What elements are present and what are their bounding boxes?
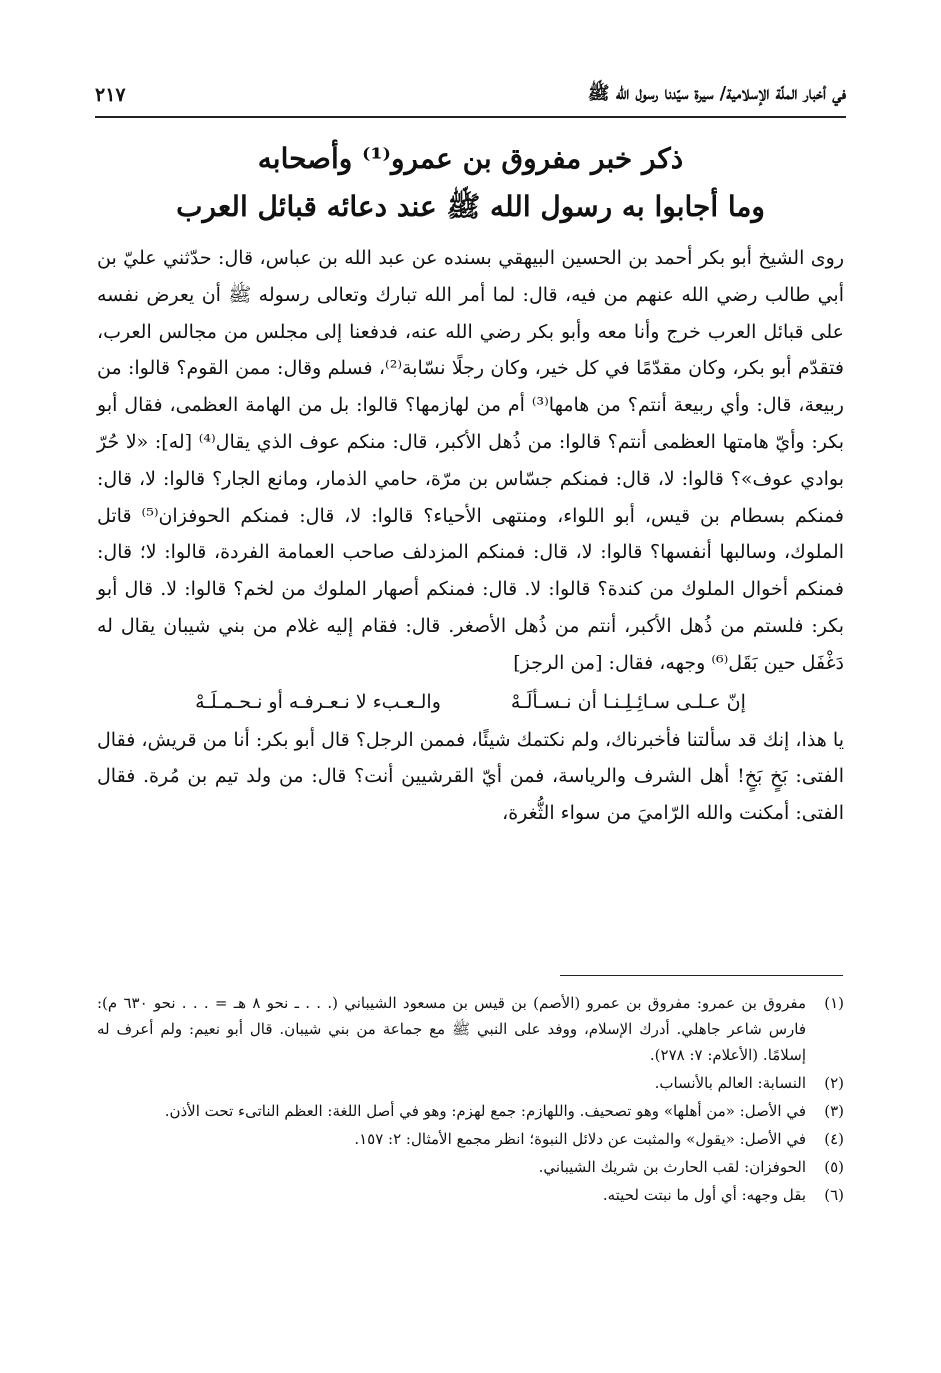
- footnote: [97, 990, 844, 1068]
- footnote-text: في الأصل: «يقول» والمثبت عن دلائل النبوة؛ انظر مجمع الأمثال: ٢: ١٥٧.: [354, 1130, 806, 1148]
- footnotes: [97, 990, 844, 1208]
- verse-hemistich-second: والـعـبء لا نـعـرفـه أو نـحـمـلَـهْ: [195, 690, 441, 713]
- footnote-number: (٥): [824, 1158, 844, 1176]
- chapter-title-line-2: وما أجابوا به رسول الله ﷺ عند دعائه قبائل العرب: [176, 190, 765, 223]
- running-title: في أخبار الملّة الإسلامية/ سيرة سيّدنا رسول الله ﷺ: [587, 83, 846, 104]
- footnote-number: (٦): [824, 1186, 844, 1204]
- paragraph: روى الشيخ أبو بكر أحمد بن الحسين البيهقي بسنده عن عبد الله بن عباس، قال: حدّثني عليّ بن أبي طالب رضي الله عنهم من فيه، قال: لما أمر الله تبارك وتعالى رسوله ﷺ أن يعرض نفسه على قبائل العرب خرج وأنا معه وأبو بكر رضي الله عنه، فدفعنا إلى مجلس من مجالس العرب، فتقدّم أبو بكر، وكان مقدّمًا في كل خير، وكان رجلًا نسّابة⁽²⁾، فسلم وقال: ممن القوم؟ قالوا: من ربيعة، قال: وأي ربيعة أنتم؟ من هامها⁽³⁾ أم من لهازمها؟ قالوا: بل من الهامة العظمى، فقال أبو بكر: وأيّ هامتها العظمى أنتم؟ قالوا: من ذُهل الأكبر، قال: منكم عوف الذي يقال⁽⁴⁾ [له]: «لا حُرّ بوادي عوف»؟ قالوا: لا، قال: فمنكم جسّاس بن مرّة، حامي الذمار، ومانع الجار؟ قالوا: لا، قال: فمنكم بسطام بن قيس، أبو اللواء، ومنتهى الأحياء؟ قالوا: لا، قال: فمنكم الحوفزان⁽⁵⁾ قاتل الملوك، وسالبها أنفسها؟ قالوا: لا، قال: فمنكم المزدلف صاحب العمامة الفردة، قالوا: لا؛ قال: فمنكم أخوال الملوك من كندة؟ قالوا: لا. قال: فمنكم أصهار الملوك من لخم؟ قالوا: لا. قال أبو بكر: فلستم من ذُهل الأكبر، أنتم من ذُهل الأصغر. قال: فقام إليه غلام من بني شيبان يقال له دَغْفَل حين بَقَل⁽⁶⁾ وجهه، فقال: [من الرجز]: [97, 247, 844, 674]
- footnote: [97, 1182, 844, 1208]
- footnote-number: (١): [824, 994, 844, 1012]
- footnote-text: مفروق بن عمرو: مفروق بن عمرو (الأصم) بن قيس بن مسعود الشيباني (. . . ـ نحو ٨ هـ = . . . نحو ٦٣٠ م): فارس شاعر جاهلي. أدرك الإسلام، ووفد على النبي ﷺ مع جماعة من بني شيبان. قال أبو نعيم: ولم أعرف له إسلامًا. (الأعلام: ٧: ٢٧٨).: [97, 994, 806, 1064]
- footnote-text: بقل وجهه: أي أول ما نبتت لحيته.: [602, 1186, 806, 1204]
- footnote-text: في الأصل: «من أهلها» وهو تصحيف. واللهازم: جمع لهزم: وهو في أصل اللغة: العظم الناتىء تحت الأذن.: [164, 1102, 806, 1120]
- chapter-title-line-1: ذكر خبر مفروق بن عمرو⁽¹⁾ وأصحابه: [257, 142, 684, 175]
- header-divider: [95, 116, 846, 118]
- page-number: ٢١٧: [95, 84, 126, 106]
- main-text: [97, 240, 844, 832]
- footnote-number: (٤): [824, 1130, 844, 1148]
- footnote-text: الحوفزان: لقب الحارث بن شريك الشيباني.: [538, 1158, 806, 1176]
- running-header: [95, 78, 846, 112]
- footnote: [97, 1154, 844, 1180]
- footnote-divider: [560, 975, 843, 976]
- paragraph: يا هذا، إنك قد سألتنا فأخبرناك، ولم نكتمك شيئًا، فممن الرجل؟ قال أبو بكر: أنا من قريش، فقال الفتى: بَخٍ بَخٍ! أهل الشرف والرياسة، فمن أيّ القرشيين أنت؟ قال: من ولد تيم بن مُرة. فقال الفتى: أمكنت والله الرّاميَ من سواء الثُّغرة،: [97, 728, 844, 825]
- footnote: [97, 1126, 844, 1152]
- footnote-number: (٣): [824, 1102, 844, 1120]
- footnote: [97, 1070, 844, 1096]
- verse-hemistich-first: إنّ عـلـى سـائِـلِـنـا أن نـسـألَـهْ: [510, 690, 746, 713]
- footnote-text: النسابة: العالم بالأنساب.: [654, 1074, 806, 1092]
- footnote: [97, 1098, 844, 1124]
- footnote-number: (٢): [824, 1074, 844, 1092]
- verse-line: [97, 682, 844, 722]
- chapter-heading: [110, 135, 831, 231]
